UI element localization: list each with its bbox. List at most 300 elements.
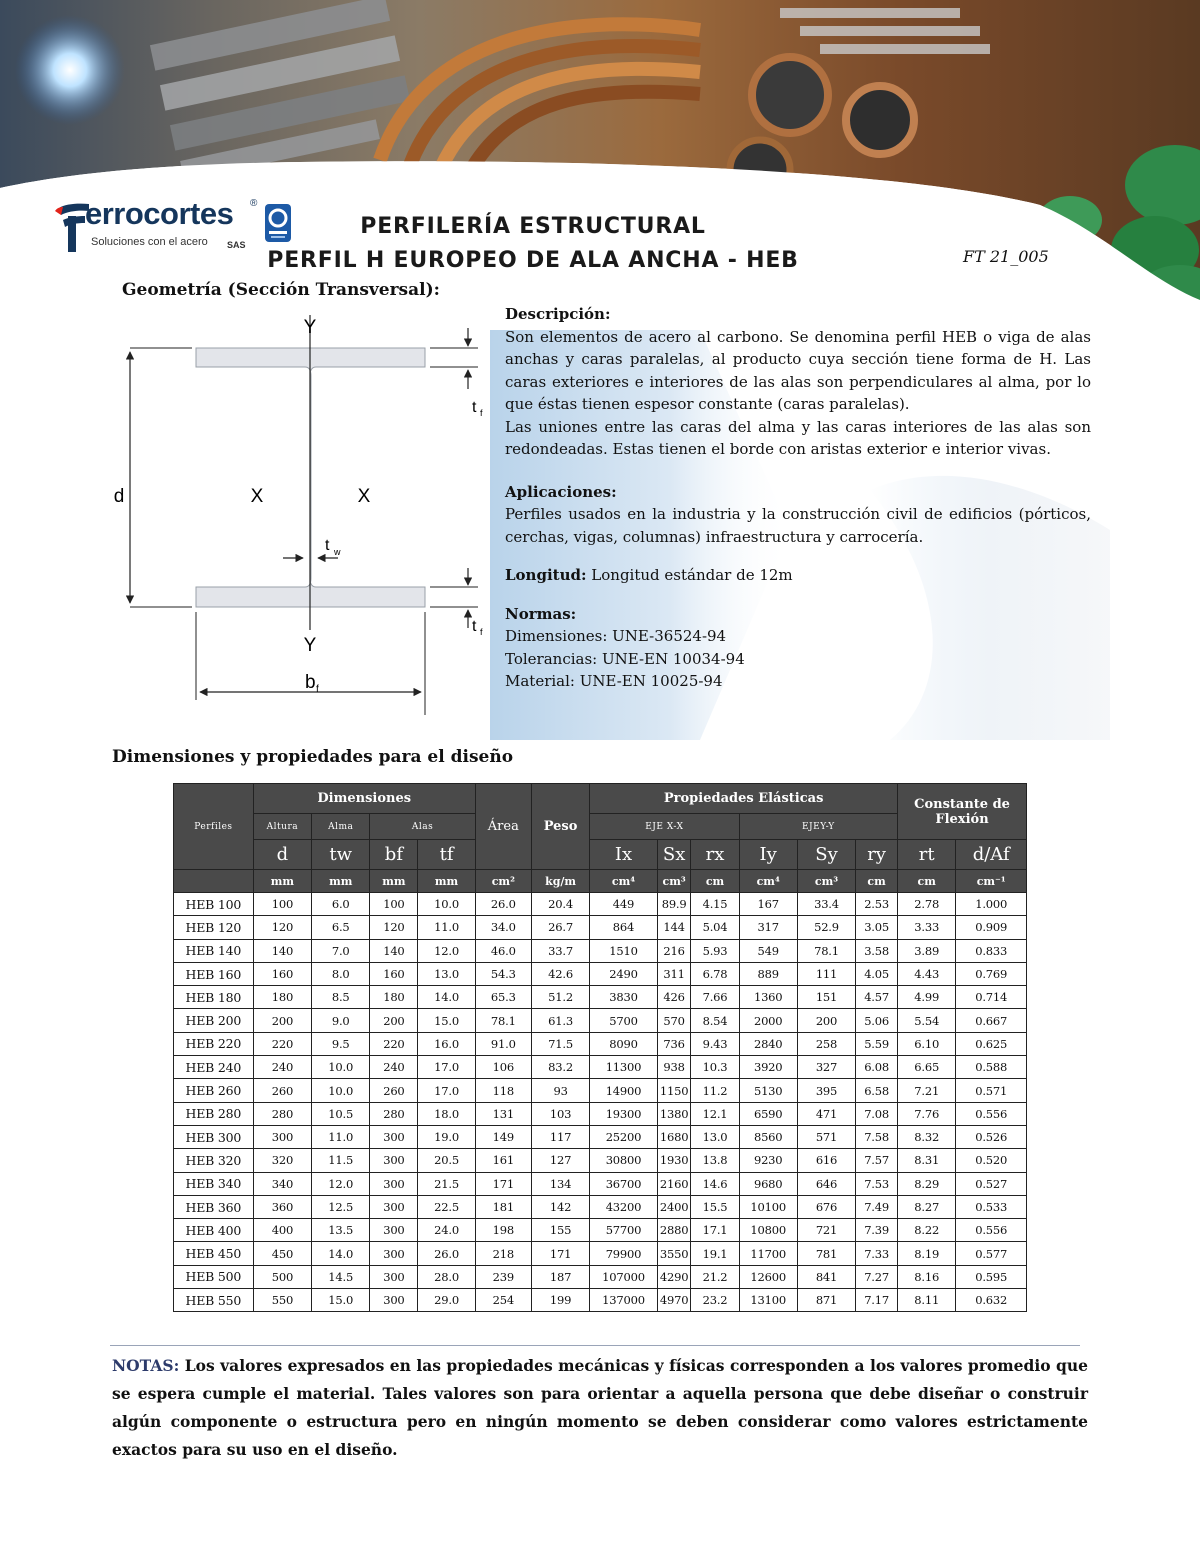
d-label: d bbox=[113, 486, 125, 507]
value-cell: 239 bbox=[475, 1265, 531, 1288]
value-cell: 5.54 bbox=[898, 1009, 956, 1032]
table-row bbox=[174, 1195, 1027, 1218]
value-cell: 0.588 bbox=[956, 1056, 1027, 1079]
value-cell: 450 bbox=[253, 1242, 311, 1265]
profile-name-cell: HEB 280 bbox=[174, 1102, 254, 1125]
value-cell: 15.0 bbox=[418, 1009, 475, 1032]
value-cell: 0.527 bbox=[956, 1172, 1027, 1195]
value-cell: 8.32 bbox=[898, 1125, 956, 1148]
norm-tolerances: Tolerancias: UNE-EN 10034-94 bbox=[505, 649, 745, 668]
value-cell: 6.08 bbox=[856, 1056, 898, 1079]
value-cell: 103 bbox=[531, 1102, 589, 1125]
value-cell: 7.27 bbox=[856, 1265, 898, 1288]
x-axis-right-label: X bbox=[357, 486, 371, 507]
value-cell: 10100 bbox=[739, 1195, 797, 1218]
value-cell: 13.0 bbox=[418, 962, 475, 985]
unit-cell: cm bbox=[898, 870, 956, 893]
value-cell: 8.27 bbox=[898, 1195, 956, 1218]
value-cell: 4.99 bbox=[898, 986, 956, 1009]
symbol-cell: Sx bbox=[657, 840, 691, 870]
norms-heading: Normas: bbox=[505, 604, 577, 623]
value-cell: 311 bbox=[657, 962, 691, 985]
value-cell: 2400 bbox=[657, 1195, 691, 1218]
value-cell: 20.4 bbox=[531, 893, 589, 916]
profile-name-cell: HEB 100 bbox=[174, 893, 254, 916]
value-cell: 79900 bbox=[590, 1242, 658, 1265]
value-cell: 28.0 bbox=[418, 1265, 475, 1288]
length-text: Longitud estándar de 12m bbox=[591, 566, 793, 584]
value-cell: 200 bbox=[253, 1009, 311, 1032]
value-cell: 4.05 bbox=[856, 962, 898, 985]
value-cell: 14.6 bbox=[691, 1172, 739, 1195]
value-cell: 140 bbox=[370, 939, 418, 962]
value-cell: 300 bbox=[370, 1219, 418, 1242]
value-cell: 65.3 bbox=[475, 986, 531, 1009]
value-cell: 8090 bbox=[590, 1032, 658, 1055]
profile-name-cell: HEB 200 bbox=[174, 1009, 254, 1032]
x-axis-left-label: X bbox=[250, 486, 264, 507]
value-cell: 11.0 bbox=[312, 1125, 370, 1148]
value-cell: 11700 bbox=[739, 1242, 797, 1265]
value-cell: 0.526 bbox=[956, 1125, 1027, 1148]
symbol-cell: rt bbox=[898, 840, 956, 870]
col-area: Área bbox=[475, 784, 531, 870]
value-cell: 6.5 bbox=[312, 916, 370, 939]
value-cell: 160 bbox=[253, 962, 311, 985]
table-row bbox=[174, 939, 1027, 962]
value-cell: 8560 bbox=[739, 1125, 797, 1148]
symbol-cell: bf bbox=[370, 840, 418, 870]
profile-name-cell: HEB 140 bbox=[174, 939, 254, 962]
value-cell: 181 bbox=[475, 1195, 531, 1218]
value-cell: 106 bbox=[475, 1056, 531, 1079]
description-paragraph-2: Las uniones entre las caras del alma y las caras interiores de las alas son redondeadas. Estas tienen el borde con aristas exterior e interior vivas. bbox=[505, 417, 1091, 458]
table-row bbox=[174, 1102, 1027, 1125]
value-cell: 12.0 bbox=[418, 939, 475, 962]
value-cell: 7.39 bbox=[856, 1219, 898, 1242]
value-cell: 570 bbox=[657, 1009, 691, 1032]
value-cell: 7.66 bbox=[691, 986, 739, 1009]
value-cell: 14.0 bbox=[312, 1242, 370, 1265]
value-cell: 216 bbox=[657, 939, 691, 962]
value-cell: 120 bbox=[253, 916, 311, 939]
unit-cell: cm⁴ bbox=[739, 870, 797, 893]
value-cell: 7.76 bbox=[898, 1102, 956, 1125]
value-cell: 118 bbox=[475, 1079, 531, 1102]
value-cell: 340 bbox=[253, 1172, 311, 1195]
value-cell: 871 bbox=[797, 1289, 855, 1312]
value-cell: 11.2 bbox=[691, 1079, 739, 1102]
value-cell: 8.22 bbox=[898, 1219, 956, 1242]
value-cell: 300 bbox=[370, 1149, 418, 1172]
value-cell: 33.4 bbox=[797, 893, 855, 916]
value-cell: 2160 bbox=[657, 1172, 691, 1195]
value-cell: 1510 bbox=[590, 939, 658, 962]
tf-top-label: t bbox=[472, 399, 477, 416]
value-cell: 120 bbox=[370, 916, 418, 939]
value-cell: 0.520 bbox=[956, 1149, 1027, 1172]
value-cell: 6.58 bbox=[856, 1079, 898, 1102]
value-cell: 117 bbox=[531, 1125, 589, 1148]
value-cell: 199 bbox=[531, 1289, 589, 1312]
value-cell: 0.625 bbox=[956, 1032, 1027, 1055]
col-perfiles: Perfiles bbox=[174, 784, 254, 870]
value-cell: 8.0 bbox=[312, 962, 370, 985]
geometry-heading: Geometría (Sección Transversal): bbox=[122, 280, 440, 300]
applications-heading: Aplicaciones: bbox=[505, 482, 617, 501]
unit-cell: cm³ bbox=[797, 870, 855, 893]
tf-bottom-subscript: f bbox=[480, 627, 483, 637]
value-cell: 2.78 bbox=[898, 893, 956, 916]
value-cell: 240 bbox=[253, 1056, 311, 1079]
norm-dimensions: Dimensiones: UNE-36524-94 bbox=[505, 627, 727, 645]
value-cell: 6.10 bbox=[898, 1032, 956, 1055]
value-cell: 12.5 bbox=[312, 1195, 370, 1218]
value-cell: 131 bbox=[475, 1102, 531, 1125]
value-cell: 12.1 bbox=[691, 1102, 739, 1125]
profile-name-cell: HEB 160 bbox=[174, 962, 254, 985]
table-row bbox=[174, 1242, 1027, 1265]
value-cell: 5.93 bbox=[691, 939, 739, 962]
applications-text: Perfiles usados en la industria y la construcción civil de edificios (pórticos, cerchas, vigas, columnas) infraestructura y carrocería. bbox=[505, 505, 1091, 546]
value-cell: 0.571 bbox=[956, 1079, 1027, 1102]
value-cell: 841 bbox=[797, 1265, 855, 1288]
value-cell: 151 bbox=[797, 986, 855, 1009]
value-cell: 240 bbox=[370, 1056, 418, 1079]
value-cell: 1380 bbox=[657, 1102, 691, 1125]
value-cell: 43200 bbox=[590, 1195, 658, 1218]
profile-name-cell: HEB 400 bbox=[174, 1219, 254, 1242]
value-cell: 3.05 bbox=[856, 916, 898, 939]
table-row bbox=[174, 1079, 1027, 1102]
col-altura: Altura bbox=[253, 814, 311, 840]
value-cell: 300 bbox=[370, 1195, 418, 1218]
value-cell: 51.2 bbox=[531, 986, 589, 1009]
description-paragraph-1: Son elementos de acero al carbono. Se denomina perfil HEB o viga de alas anchas y caras paralelas, al producto cuya sección tiene forma de H. Las caras exteriores e interiores de las alas son perpendiculares al alma, por lo que éstas tienen espesor constante (caras paralelas). bbox=[505, 327, 1091, 413]
profile-name-cell: HEB 180 bbox=[174, 986, 254, 1009]
registered-mark: ® bbox=[250, 198, 258, 209]
value-cell: 300 bbox=[370, 1289, 418, 1312]
value-cell: 360 bbox=[253, 1195, 311, 1218]
value-cell: 144 bbox=[657, 916, 691, 939]
value-cell: 218 bbox=[475, 1242, 531, 1265]
value-cell: 0.556 bbox=[956, 1219, 1027, 1242]
value-cell: 137000 bbox=[590, 1289, 658, 1312]
symbol-cell: Sy bbox=[797, 840, 855, 870]
value-cell: 5.04 bbox=[691, 916, 739, 939]
value-cell: 300 bbox=[253, 1125, 311, 1148]
document-code: FT 21_005 bbox=[963, 247, 1049, 266]
value-cell: 9.43 bbox=[691, 1032, 739, 1055]
symbol-cell: Iy bbox=[739, 840, 797, 870]
value-cell: 2.53 bbox=[856, 893, 898, 916]
value-cell: 155 bbox=[531, 1219, 589, 1242]
value-cell: 7.0 bbox=[312, 939, 370, 962]
unit-cell: cm⁴ bbox=[590, 870, 658, 893]
table-row bbox=[174, 1125, 1027, 1148]
value-cell: 317 bbox=[739, 916, 797, 939]
unit-cell: cm bbox=[856, 870, 898, 893]
value-cell: 6.78 bbox=[691, 962, 739, 985]
value-cell: 6590 bbox=[739, 1102, 797, 1125]
table-row bbox=[174, 916, 1027, 939]
value-cell: 0.632 bbox=[956, 1289, 1027, 1312]
value-cell: 1680 bbox=[657, 1125, 691, 1148]
value-cell: 11.0 bbox=[418, 916, 475, 939]
value-cell: 4.57 bbox=[856, 986, 898, 1009]
value-cell: 19.1 bbox=[691, 1242, 739, 1265]
value-cell: 93 bbox=[531, 1079, 589, 1102]
value-cell: 22.5 bbox=[418, 1195, 475, 1218]
value-cell: 0.714 bbox=[956, 986, 1027, 1009]
value-cell: 11.5 bbox=[312, 1149, 370, 1172]
value-cell: 9.5 bbox=[312, 1032, 370, 1055]
value-cell: 71.5 bbox=[531, 1032, 589, 1055]
value-cell: 10800 bbox=[739, 1219, 797, 1242]
notes-block bbox=[112, 1352, 1088, 1464]
value-cell: 10.0 bbox=[312, 1056, 370, 1079]
length-line bbox=[505, 564, 1091, 587]
value-cell: 0.533 bbox=[956, 1195, 1027, 1218]
value-cell: 9230 bbox=[739, 1149, 797, 1172]
value-cell: 4290 bbox=[657, 1265, 691, 1288]
value-cell: 23.2 bbox=[691, 1289, 739, 1312]
norm-material: Material: UNE-EN 10025-94 bbox=[505, 672, 723, 690]
col-alma: Alma bbox=[312, 814, 370, 840]
value-cell: 4.15 bbox=[691, 893, 739, 916]
value-cell: 142 bbox=[531, 1195, 589, 1218]
value-cell: 14.5 bbox=[312, 1265, 370, 1288]
value-cell: 781 bbox=[797, 1242, 855, 1265]
value-cell: 5.59 bbox=[856, 1032, 898, 1055]
value-cell: 10.5 bbox=[312, 1102, 370, 1125]
unit-cell-blank bbox=[174, 870, 254, 893]
table-body bbox=[174, 893, 1027, 1312]
table-row bbox=[174, 1056, 1027, 1079]
value-cell: 864 bbox=[590, 916, 658, 939]
value-cell: 10.3 bbox=[691, 1056, 739, 1079]
value-cell: 395 bbox=[797, 1079, 855, 1102]
value-cell: 18.0 bbox=[418, 1102, 475, 1125]
value-cell: 646 bbox=[797, 1172, 855, 1195]
logo-sas: SAS bbox=[227, 240, 246, 250]
value-cell: 2840 bbox=[739, 1032, 797, 1055]
value-cell: 29.0 bbox=[418, 1289, 475, 1312]
value-cell: 171 bbox=[475, 1172, 531, 1195]
table-row bbox=[174, 962, 1027, 985]
table-row bbox=[174, 1149, 1027, 1172]
table-heading: Dimensiones y propiedades para el diseño bbox=[112, 747, 514, 767]
profile-name-cell: HEB 340 bbox=[174, 1172, 254, 1195]
value-cell: 7.08 bbox=[856, 1102, 898, 1125]
unit-cell: mm bbox=[312, 870, 370, 893]
value-cell: 8.16 bbox=[898, 1265, 956, 1288]
value-cell: 254 bbox=[475, 1289, 531, 1312]
value-cell: 7.57 bbox=[856, 1149, 898, 1172]
value-cell: 91.0 bbox=[475, 1032, 531, 1055]
value-cell: 78.1 bbox=[797, 939, 855, 962]
unit-cell: kg/m bbox=[531, 870, 589, 893]
value-cell: 938 bbox=[657, 1056, 691, 1079]
value-cell: 0.577 bbox=[956, 1242, 1027, 1265]
value-cell: 167 bbox=[739, 893, 797, 916]
logo-wordmark: errocortes bbox=[85, 196, 234, 231]
value-cell: 7.58 bbox=[856, 1125, 898, 1148]
value-cell: 1.000 bbox=[956, 893, 1027, 916]
profile-name-cell: HEB 120 bbox=[174, 916, 254, 939]
value-cell: 140 bbox=[253, 939, 311, 962]
value-cell: 300 bbox=[370, 1125, 418, 1148]
value-cell: 400 bbox=[253, 1219, 311, 1242]
col-group-propiedades: Propiedades Elásticas bbox=[590, 784, 898, 814]
length-label: Longitud: bbox=[505, 566, 587, 584]
unit-cell: cm³ bbox=[657, 870, 691, 893]
profile-name-cell: HEB 300 bbox=[174, 1125, 254, 1148]
col-group-constante: Constante de Flexión bbox=[898, 784, 1027, 840]
value-cell: 280 bbox=[370, 1102, 418, 1125]
profile-name-cell: HEB 360 bbox=[174, 1195, 254, 1218]
value-cell: 160 bbox=[370, 962, 418, 985]
value-cell: 1930 bbox=[657, 1149, 691, 1172]
value-cell: 12.0 bbox=[312, 1172, 370, 1195]
value-cell: 3.89 bbox=[898, 939, 956, 962]
value-cell: 571 bbox=[797, 1125, 855, 1148]
value-cell: 33.7 bbox=[531, 939, 589, 962]
value-cell: 10.0 bbox=[312, 1079, 370, 1102]
value-cell: 100 bbox=[370, 893, 418, 916]
value-cell: 260 bbox=[253, 1079, 311, 1102]
value-cell: 2000 bbox=[739, 1009, 797, 1032]
value-cell: 7.49 bbox=[856, 1195, 898, 1218]
table-row bbox=[174, 893, 1027, 916]
value-cell: 8.54 bbox=[691, 1009, 739, 1032]
value-cell: 0.769 bbox=[956, 962, 1027, 985]
value-cell: 26.0 bbox=[475, 893, 531, 916]
symbol-cell: ry bbox=[856, 840, 898, 870]
description-block bbox=[505, 303, 1091, 693]
properties-table bbox=[173, 783, 1027, 1312]
value-cell: 0.667 bbox=[956, 1009, 1027, 1032]
value-cell: 616 bbox=[797, 1149, 855, 1172]
profile-name-cell: HEB 450 bbox=[174, 1242, 254, 1265]
value-cell: 61.3 bbox=[531, 1009, 589, 1032]
unit-cell: cm⁻¹ bbox=[956, 870, 1027, 893]
value-cell: 9680 bbox=[739, 1172, 797, 1195]
tw-label: t bbox=[325, 537, 330, 554]
value-cell: 8.31 bbox=[898, 1149, 956, 1172]
y-axis-top-label: Y bbox=[303, 317, 317, 338]
value-cell: 42.6 bbox=[531, 962, 589, 985]
value-cell: 300 bbox=[370, 1265, 418, 1288]
unit-row bbox=[174, 870, 1027, 893]
value-cell: 500 bbox=[253, 1265, 311, 1288]
value-cell: 889 bbox=[739, 962, 797, 985]
value-cell: 57700 bbox=[590, 1219, 658, 1242]
table-row bbox=[174, 1032, 1027, 1055]
value-cell: 3.33 bbox=[898, 916, 956, 939]
value-cell: 0.595 bbox=[956, 1265, 1027, 1288]
value-cell: 127 bbox=[531, 1149, 589, 1172]
value-cell: 14.0 bbox=[418, 986, 475, 1009]
value-cell: 26.7 bbox=[531, 916, 589, 939]
table-row bbox=[174, 1265, 1027, 1288]
value-cell: 258 bbox=[797, 1032, 855, 1055]
value-cell: 200 bbox=[797, 1009, 855, 1032]
value-cell: 14900 bbox=[590, 1079, 658, 1102]
symbol-cell: tw bbox=[312, 840, 370, 870]
value-cell: 17.0 bbox=[418, 1056, 475, 1079]
value-cell: 3550 bbox=[657, 1242, 691, 1265]
profile-name-cell: HEB 550 bbox=[174, 1289, 254, 1312]
value-cell: 36700 bbox=[590, 1172, 658, 1195]
value-cell: 9.0 bbox=[312, 1009, 370, 1032]
value-cell: 2880 bbox=[657, 1219, 691, 1242]
value-cell: 149 bbox=[475, 1125, 531, 1148]
profile-name-cell: HEB 500 bbox=[174, 1265, 254, 1288]
value-cell: 7.17 bbox=[856, 1289, 898, 1312]
value-cell: 676 bbox=[797, 1195, 855, 1218]
value-cell: 11300 bbox=[590, 1056, 658, 1079]
value-cell: 25200 bbox=[590, 1125, 658, 1148]
value-cell: 426 bbox=[657, 986, 691, 1009]
value-cell: 19.0 bbox=[418, 1125, 475, 1148]
page-subtitle: PERFIL H EUROPEO DE ALA ANCHA - HEB bbox=[267, 248, 799, 273]
value-cell: 8.5 bbox=[312, 986, 370, 1009]
value-cell: 0.909 bbox=[956, 916, 1027, 939]
value-cell: 13.8 bbox=[691, 1149, 739, 1172]
value-cell: 17.1 bbox=[691, 1219, 739, 1242]
symbol-cell: tf bbox=[418, 840, 475, 870]
value-cell: 46.0 bbox=[475, 939, 531, 962]
value-cell: 111 bbox=[797, 962, 855, 985]
value-cell: 4970 bbox=[657, 1289, 691, 1312]
notes-label: NOTAS: bbox=[112, 1356, 180, 1375]
value-cell: 180 bbox=[253, 986, 311, 1009]
value-cell: 12600 bbox=[739, 1265, 797, 1288]
value-cell: 200 bbox=[370, 1009, 418, 1032]
col-peso: Peso bbox=[531, 784, 589, 870]
value-cell: 300 bbox=[370, 1242, 418, 1265]
table-row bbox=[174, 986, 1027, 1009]
value-cell: 107000 bbox=[590, 1265, 658, 1288]
value-cell: 54.3 bbox=[475, 962, 531, 985]
value-cell: 7.33 bbox=[856, 1242, 898, 1265]
value-cell: 16.0 bbox=[418, 1032, 475, 1055]
col-eje-xx: EJE X-X bbox=[590, 814, 739, 840]
value-cell: 449 bbox=[590, 893, 658, 916]
value-cell: 5.06 bbox=[856, 1009, 898, 1032]
value-cell: 198 bbox=[475, 1219, 531, 1242]
value-cell: 20.5 bbox=[418, 1149, 475, 1172]
tf-bottom-label: t bbox=[472, 618, 477, 635]
value-cell: 30800 bbox=[590, 1149, 658, 1172]
page-title: PERFILERÍA ESTRUCTURAL bbox=[360, 214, 706, 239]
value-cell: 2490 bbox=[590, 962, 658, 985]
value-cell: 26.0 bbox=[418, 1242, 475, 1265]
value-cell: 34.0 bbox=[475, 916, 531, 939]
value-cell: 13.0 bbox=[691, 1125, 739, 1148]
value-cell: 3.58 bbox=[856, 939, 898, 962]
description-heading: Descripción: bbox=[505, 305, 611, 323]
unit-cell: mm bbox=[253, 870, 311, 893]
value-cell: 0.556 bbox=[956, 1102, 1027, 1125]
value-cell: 187 bbox=[531, 1265, 589, 1288]
tf-top-subscript: f bbox=[480, 408, 483, 418]
y-axis-bottom-label: Y bbox=[303, 635, 317, 656]
value-cell: 550 bbox=[253, 1289, 311, 1312]
unit-cell: cm bbox=[691, 870, 739, 893]
table-row bbox=[174, 1009, 1027, 1032]
